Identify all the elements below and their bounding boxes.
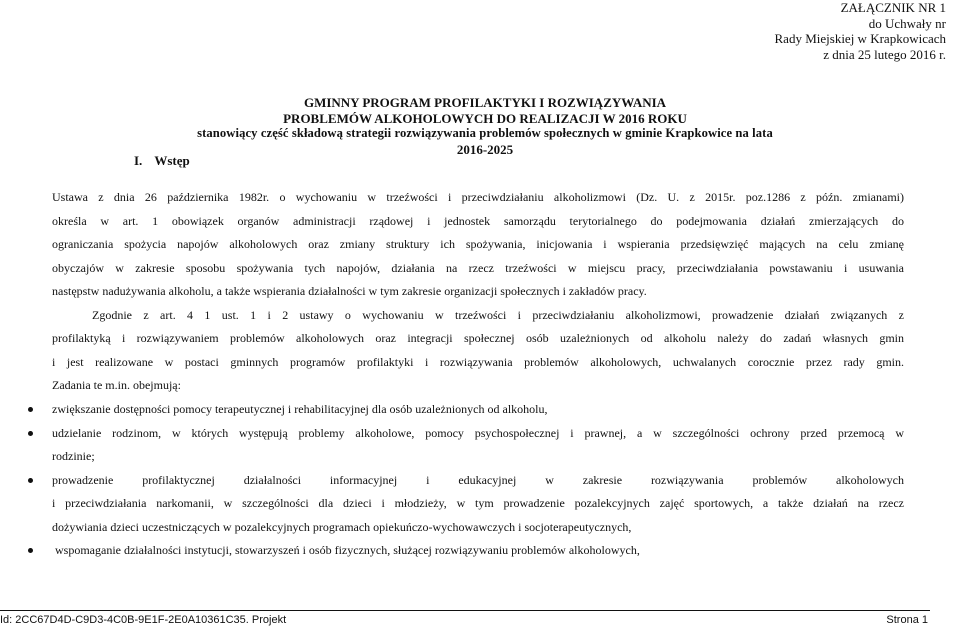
list-item bbox=[52, 539, 904, 563]
intro-paragraphs bbox=[52, 186, 904, 398]
title-years: 2016-2025 bbox=[456, 141, 514, 157]
annex-line: do Uchwały nr bbox=[868, 15, 946, 31]
page-number: Strona 1 bbox=[886, 614, 928, 626]
section-label: Wstęp bbox=[154, 153, 190, 168]
title-line-1: GMINNY PROGRAM PROFILAKTYKI I ROZWIĄZYWANIA bbox=[303, 95, 667, 110]
paragraph-line: i jest realizowane w postaci gminnych programów profilaktyki i rozwiązywania problemów alkoholowych, uchwalanych corocznie przez rady gmin. bbox=[52, 354, 904, 369]
bullet-icon bbox=[28, 548, 33, 553]
list-item bbox=[52, 422, 904, 469]
list-item-line: prowadzenie profilaktycznej działalności informacyjnej i edukacyjnej w zakresie rozwiązywania problemów alkoholowych bbox=[52, 472, 904, 487]
list-item bbox=[52, 469, 904, 540]
section-heading bbox=[134, 153, 190, 169]
task-list bbox=[52, 398, 904, 563]
bullet-icon bbox=[28, 478, 33, 483]
paragraph-line: ograniczania spożycia napojów alkoholowych oraz zmiany struktury ich spożywania, inicjowania i wspierania przedsięwzięć mających na celu zmianę bbox=[52, 237, 904, 251]
list-item-line: dożywiania dzieci uczestniczących w pozalekcyjnych programach opiekuńczo-wychowawczych i socjoterapeutycznych, bbox=[52, 519, 632, 534]
annex-line: Rady Miejskiej w Krapkowicach bbox=[774, 31, 946, 46]
annex-line: z dnia 25 lutego 2016 r. bbox=[823, 46, 946, 62]
footer-divider bbox=[0, 610, 930, 611]
page-footer bbox=[0, 614, 928, 626]
title-subtitle: stanowiący część składową strategii rozwiązywania problemów społecznych w gminie Krapkowice na lata bbox=[197, 126, 773, 140]
annex-header bbox=[775, 0, 946, 62]
annex-line: ZAŁĄCZNIK NR 1 bbox=[840, 0, 946, 15]
paragraph-line: Ustawa z dnia 26 października 1982r. o wychowaniu w trzeźwości i przeciwdziałaniu alkoholizmowi (Dz. U. z 2015r. poz.1286 z późn. zmianami) bbox=[52, 190, 904, 204]
section-number: I. bbox=[134, 153, 143, 168]
bullet-icon bbox=[28, 407, 33, 412]
paragraph-line: określa w art. 1 obowiązek organów administracji rządowej i jednostek samorządu terytorialnego do podejmowania działań zmierzających do bbox=[52, 213, 904, 228]
list-item-line: udzielanie rodzinom, w których występują problemy alkoholowe, pomocy psychospołecznej i prawnej, a w szczególności ochrony przed przemocą w bbox=[52, 425, 904, 440]
paragraph-line: obyczajów w zakresie sposobu spożywania tych napojów, działania na rzecz trzeźwości w miejscu pracy, przeciwdziałania powstawaniu i usuwania bbox=[52, 260, 904, 275]
paragraph-line: Zgodnie z art. 4 1 ust. 1 i 2 ustawy o wychowaniu w trzeźwości i przeciwdziałaniu alkoholizmowi, prowadzenie działań związanych z bbox=[92, 307, 904, 322]
document-title bbox=[180, 95, 790, 157]
paragraph-line: Zadania te m.in. obejmują: bbox=[52, 378, 181, 392]
paragraph-line: profilaktyką i rozwiązywaniem problemów alkoholowych oraz integracji społecznej osób uzależnionych od alkoholu należy do zadań własnych gmin bbox=[52, 331, 904, 345]
list-item bbox=[52, 398, 904, 422]
list-item-line: rodzinie; bbox=[52, 449, 95, 463]
paragraph-line: następstw nadużywania alkoholu, a także wspierania działalności w tym zakresie organizacji społecznych i zakładów pracy. bbox=[52, 284, 647, 298]
title-line-2: PROBLEMÓW ALKOHOLOWYCH DO REALIZACJI W 2016 ROKU bbox=[283, 110, 687, 126]
bullet-icon bbox=[28, 431, 33, 436]
list-item-line: wspomaganie działalności instytucji, stowarzyszeń i osób fizycznych, służącej rozwiązywaniu problemów alkoholowych, bbox=[52, 543, 640, 557]
document-id: Id: 2CC67D4D-C9D3-4C0B-9E1F-2E0A10361C35. Projekt bbox=[0, 614, 287, 626]
list-item-line: zwiększanie dostępności pomocy terapeutycznej i rehabilitacyjnej dla osób uzależnionych od alkoholu, bbox=[52, 402, 548, 416]
list-item-line: i przeciwdziałania narkomanii, w szczególności dla dzieci i młodzieży, w tym prowadzenie pozalekcyjnych zajęć sportowych, a także działań na rzecz bbox=[52, 496, 904, 510]
